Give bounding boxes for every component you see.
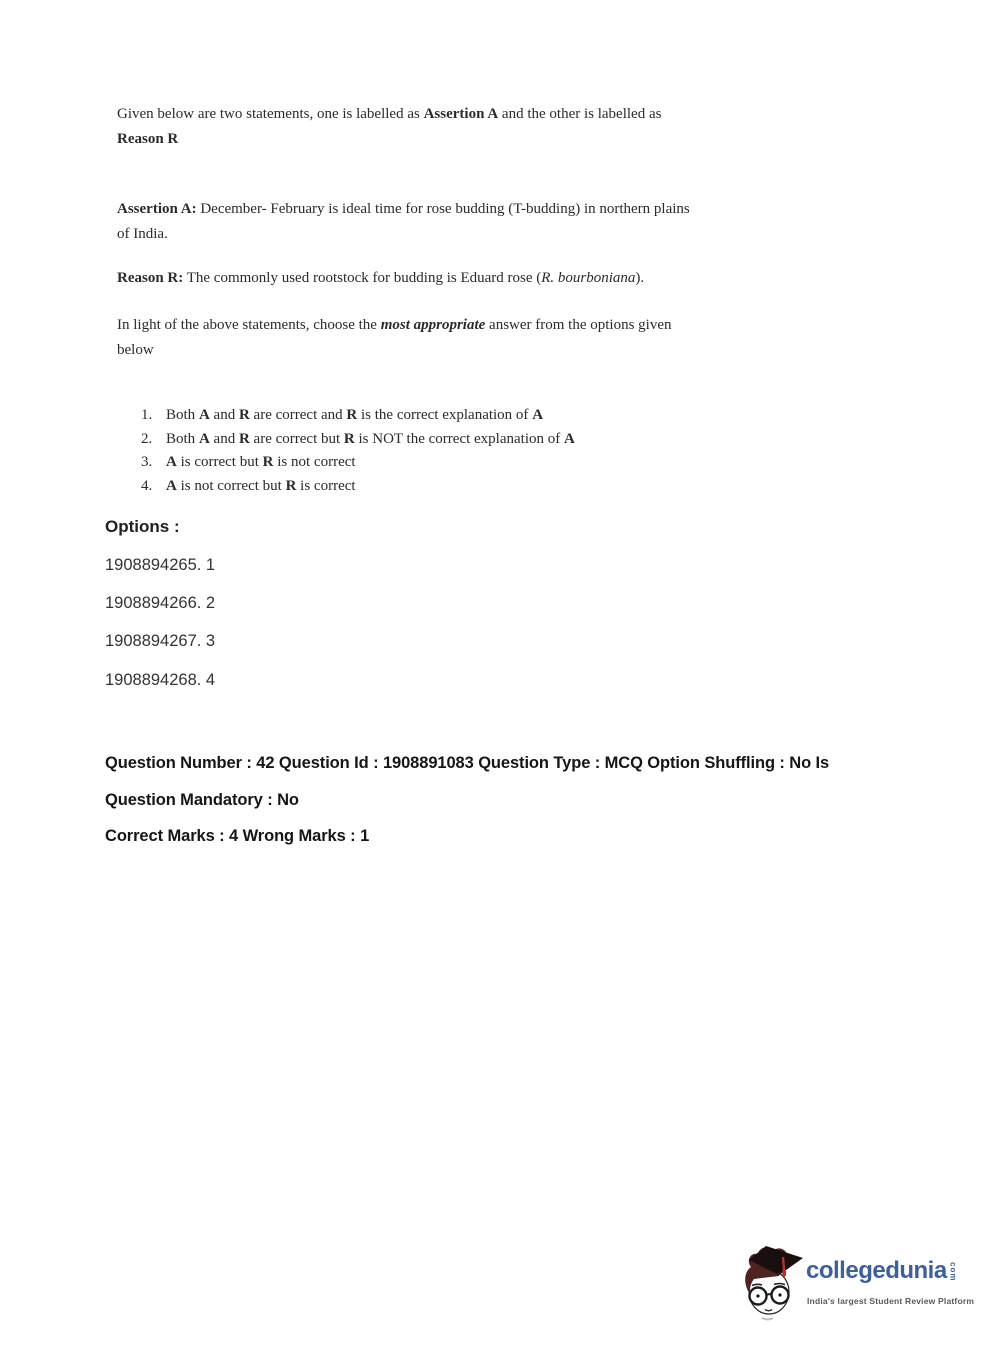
choice-text: A is not correct but R is correct xyxy=(166,477,356,494)
choice-item-2 xyxy=(141,428,761,452)
assertion-statement: Assertion A: December- February is ideal time for rose budding (T-budding) in northern plains of India. xyxy=(117,201,690,242)
choice-item-3 xyxy=(141,451,761,475)
option-row-1: 1908894265. 1 xyxy=(105,556,216,574)
choice-number: 1. xyxy=(141,407,153,423)
choice-number: 2. xyxy=(141,430,153,447)
choice-number: 3. xyxy=(141,454,153,470)
collegedunia-logo xyxy=(742,1244,1000,1326)
options-heading: Options : xyxy=(105,517,180,536)
question-metadata-line: Question Mandatory : No xyxy=(105,791,299,809)
mascot-icon xyxy=(742,1245,804,1323)
brand-suffix: com xyxy=(948,1262,958,1282)
brand-lockup xyxy=(806,1258,958,1284)
option-row-2: 1908894266. 2 xyxy=(105,594,216,612)
option-row-3: 1908894267. 3 xyxy=(105,632,216,650)
choice-list xyxy=(141,404,761,498)
reason-statement: Reason R: The commonly used rootstock for budding is Eduard rose (R. bourboniana). xyxy=(117,270,645,286)
answer-instruction: In light of the above statements, choose the most appropriate answer from the options given below xyxy=(117,317,672,358)
choice-item-4 xyxy=(141,475,761,499)
brand-tagline: India's largest Student Review Platform xyxy=(807,1296,975,1306)
marks-metadata-line: Correct Marks : 4 Wrong Marks : 1 xyxy=(105,827,370,845)
brand-text: collegedunia xyxy=(806,1257,947,1284)
choice-number: 4. xyxy=(141,477,153,494)
question-intro: Given below are two statements, one is labelled as Assertion A and the other is labelled as Reason R xyxy=(117,106,662,147)
choice-item-1 xyxy=(141,404,761,428)
question-metadata-line: Question Number : 42 Question Id : 1908891083 Question Type : MCQ Option Shuffling : No Is xyxy=(105,754,830,772)
choice-text: Both A and R are correct and R is the correct explanation of A xyxy=(166,407,544,423)
choice-text: A is correct but R is not correct xyxy=(166,454,356,470)
choice-text: Both A and R are correct but R is NOT the correct explanation of A xyxy=(166,430,575,447)
option-row-4: 1908894268. 4 xyxy=(105,671,216,689)
